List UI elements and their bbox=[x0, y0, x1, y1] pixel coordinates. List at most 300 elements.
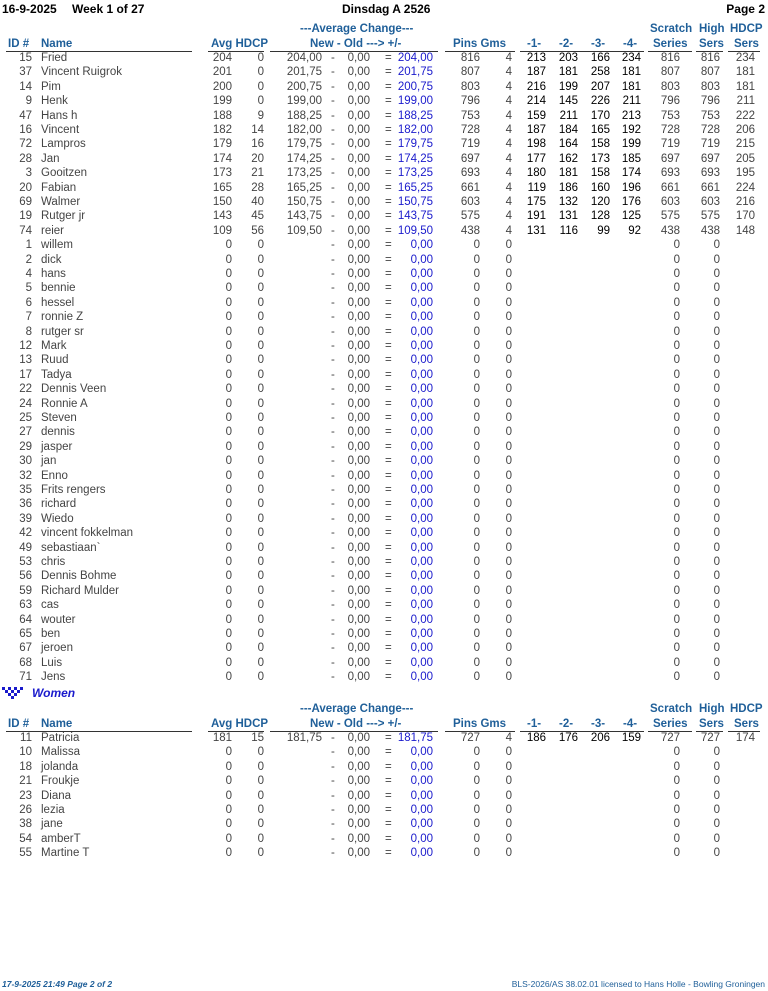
scratch-series-cell: 0 bbox=[673, 311, 680, 324]
equals-sign: = bbox=[385, 282, 392, 295]
game2-cell: 211 bbox=[559, 109, 578, 122]
new-avg-cell: 188,25 bbox=[286, 109, 322, 122]
game2-cell: 181 bbox=[558, 66, 578, 79]
hdcp-series-cell: 148 bbox=[735, 224, 755, 237]
change-cell: 0,00 bbox=[410, 599, 433, 612]
avg-cell: 0 bbox=[225, 642, 232, 655]
game1-cell: 213 bbox=[526, 52, 546, 64]
equals-sign: = bbox=[385, 397, 392, 410]
report-date: 16-9-2025 bbox=[2, 2, 57, 16]
id-cell: 17 bbox=[19, 368, 32, 381]
hdcp-series-cell: 170 bbox=[735, 210, 755, 223]
minus-sign: - bbox=[331, 789, 335, 802]
change-cell: 199,00 bbox=[397, 95, 433, 108]
games-cell: 0 bbox=[505, 656, 512, 669]
change-cell: 0,00 bbox=[410, 469, 433, 482]
avg-cell: 0 bbox=[225, 440, 232, 453]
scratch-series-cell: 0 bbox=[673, 527, 680, 540]
old-avg-cell: 0,00 bbox=[347, 512, 370, 525]
high-series-cell: 0 bbox=[713, 412, 720, 424]
avg-cell: 0 bbox=[225, 541, 232, 554]
equals-sign: = bbox=[385, 440, 392, 453]
pins-cell: 0 bbox=[473, 311, 480, 324]
hdcp-sers-header: Sers bbox=[734, 38, 759, 50]
scratch-header: Scratch bbox=[650, 703, 693, 715]
high-series-cell: 603 bbox=[700, 196, 720, 208]
old-avg-cell: 0,00 bbox=[347, 556, 370, 568]
old-avg-cell: 0,00 bbox=[347, 383, 370, 396]
high-series-cell: 0 bbox=[713, 296, 720, 309]
high-series-cell: 0 bbox=[713, 584, 720, 597]
game2-cell: 116 bbox=[559, 224, 578, 237]
minus-sign: - bbox=[331, 847, 335, 860]
equals-sign: = bbox=[385, 296, 392, 309]
footer-print-info: 17-9-2025 21:49 Page 2 of 2 bbox=[2, 979, 113, 989]
game3-cell: 207 bbox=[590, 80, 610, 93]
old-avg-cell: 0,00 bbox=[347, 832, 370, 845]
change-cell: 0,00 bbox=[410, 541, 433, 554]
equals-sign: = bbox=[385, 138, 392, 151]
name-cell: Jan bbox=[41, 152, 60, 165]
games-cell: 0 bbox=[505, 556, 512, 568]
change-cell: 0,00 bbox=[410, 484, 433, 496]
game3-cell: 158 bbox=[590, 167, 610, 180]
minus-sign: - bbox=[331, 455, 335, 468]
hdcp-cell: 0 bbox=[257, 80, 264, 93]
hdcp-series-cell: 224 bbox=[735, 181, 755, 194]
name-cell: Rutger jr bbox=[41, 210, 86, 223]
pins-cell: 0 bbox=[473, 354, 480, 367]
minus-sign: - bbox=[331, 152, 335, 165]
pins-cell: 0 bbox=[473, 570, 480, 583]
game2-cell: 164 bbox=[558, 138, 578, 151]
name-cell: Enno bbox=[41, 469, 68, 482]
pins-cell: 727 bbox=[460, 732, 480, 744]
pins-cell: 719 bbox=[460, 138, 480, 151]
games-cell: 0 bbox=[505, 599, 512, 612]
table-row bbox=[0, 526, 768, 540]
id-cell: 12 bbox=[19, 340, 32, 352]
avg-cell: 0 bbox=[225, 426, 232, 439]
table-row bbox=[0, 512, 768, 526]
equals-sign: = bbox=[385, 426, 392, 439]
games-cell: 4 bbox=[505, 210, 512, 223]
id-cell: 10 bbox=[19, 746, 32, 759]
pins-gms-header: Pins Gms bbox=[453, 718, 507, 730]
game4-cell: 192 bbox=[621, 124, 641, 136]
pins-cell: 0 bbox=[473, 455, 480, 468]
minus-sign: - bbox=[331, 484, 335, 496]
game3-header: -3- bbox=[591, 38, 606, 50]
avg-cell: 0 bbox=[225, 818, 232, 831]
equals-sign: = bbox=[385, 52, 392, 64]
pins-cell: 0 bbox=[473, 613, 480, 626]
high-series-cell: 0 bbox=[713, 498, 720, 511]
scratch-series-cell: 0 bbox=[673, 628, 680, 640]
game1-cell: 177 bbox=[526, 152, 546, 165]
games-cell: 0 bbox=[505, 541, 512, 554]
old-avg-cell: 0,00 bbox=[347, 181, 370, 194]
name-cell: lezia bbox=[41, 804, 65, 816]
minus-sign: - bbox=[331, 253, 335, 266]
hdcp-cell: 0 bbox=[257, 426, 264, 439]
equals-sign: = bbox=[385, 498, 392, 511]
games-cell: 0 bbox=[505, 311, 512, 324]
old-avg-cell: 0,00 bbox=[347, 455, 370, 468]
pins-cell: 0 bbox=[473, 412, 480, 424]
equals-sign: = bbox=[385, 210, 392, 223]
id-cell: 65 bbox=[19, 628, 32, 640]
minus-sign: - bbox=[331, 599, 335, 612]
high-series-cell: 0 bbox=[713, 383, 720, 396]
game2-cell: 145 bbox=[558, 95, 578, 108]
games-cell: 4 bbox=[505, 152, 512, 165]
equals-sign: = bbox=[385, 746, 392, 759]
minus-sign: - bbox=[331, 397, 335, 410]
minus-sign: - bbox=[331, 818, 335, 831]
pins-cell: 0 bbox=[473, 556, 480, 568]
hdcp-cell: 0 bbox=[257, 311, 264, 324]
table-row bbox=[0, 296, 768, 310]
equals-sign: = bbox=[385, 224, 392, 237]
minus-sign: - bbox=[331, 584, 335, 597]
avg-cell: 0 bbox=[225, 383, 232, 396]
avg-cell: 0 bbox=[225, 412, 232, 424]
avg-cell: 0 bbox=[225, 354, 232, 367]
games-cell: 0 bbox=[505, 775, 512, 788]
avg-cell: 0 bbox=[225, 239, 232, 252]
old-avg-cell: 0,00 bbox=[347, 527, 370, 540]
avg-cell: 0 bbox=[225, 498, 232, 511]
table-row bbox=[0, 641, 768, 655]
scratch-series-cell: 0 bbox=[673, 440, 680, 453]
game3-header: -3- bbox=[591, 718, 606, 730]
pins-cell: 0 bbox=[473, 484, 480, 496]
pins-cell: 693 bbox=[460, 167, 480, 180]
avg-cell: 0 bbox=[225, 484, 232, 496]
old-avg-cell: 0,00 bbox=[347, 80, 370, 93]
avg-cell: 0 bbox=[225, 311, 232, 324]
games-cell: 0 bbox=[505, 253, 512, 266]
old-avg-cell: 0,00 bbox=[347, 109, 370, 122]
hdcp-cell: 0 bbox=[257, 556, 264, 568]
table-row bbox=[0, 181, 768, 195]
avg-change-header: ---Average Change--- bbox=[300, 703, 414, 715]
change-cell: 0,00 bbox=[410, 584, 433, 597]
minus-sign: - bbox=[331, 196, 335, 208]
name-cell: cas bbox=[41, 599, 59, 612]
name-cell: Tadya bbox=[41, 368, 72, 381]
hdcp-cell: 0 bbox=[257, 440, 264, 453]
pins-cell: 796 bbox=[460, 95, 480, 108]
id-cell: 23 bbox=[19, 789, 32, 802]
table-row bbox=[0, 137, 768, 151]
high-series-cell: 0 bbox=[713, 239, 720, 252]
name-cell: Gooitzen bbox=[41, 167, 88, 180]
scratch-series-cell: 753 bbox=[660, 109, 680, 122]
change-cell: 0,00 bbox=[410, 789, 433, 802]
games-cell: 0 bbox=[505, 760, 512, 773]
change-cell: 181,75 bbox=[397, 732, 433, 744]
games-cell: 0 bbox=[505, 832, 512, 845]
high-series-cell: 0 bbox=[713, 789, 720, 802]
pins-cell: 0 bbox=[473, 296, 480, 309]
hdcp-cell: 0 bbox=[257, 541, 264, 554]
pins-cell: 0 bbox=[473, 775, 480, 788]
old-avg-cell: 0,00 bbox=[347, 412, 370, 424]
hdcp-cell: 0 bbox=[257, 746, 264, 759]
table-row bbox=[0, 65, 768, 79]
high-series-cell: 796 bbox=[700, 95, 720, 108]
equals-sign: = bbox=[385, 760, 392, 773]
hdcp-cell: 0 bbox=[257, 95, 264, 108]
change-cell: 0,00 bbox=[410, 671, 433, 684]
equals-sign: = bbox=[385, 832, 392, 845]
avg-cell: 173 bbox=[212, 167, 232, 180]
old-avg-cell: 0,00 bbox=[347, 775, 370, 788]
table-row bbox=[0, 832, 768, 846]
avg-cell: 200 bbox=[212, 80, 232, 93]
id-cell: 67 bbox=[19, 642, 32, 655]
table-row bbox=[0, 497, 768, 511]
pins-gms-header: Pins Gms bbox=[453, 38, 507, 50]
equals-sign: = bbox=[385, 239, 392, 252]
name-cell: reier bbox=[41, 224, 65, 237]
name-cell: Mark bbox=[41, 340, 67, 352]
game4-cell: 185 bbox=[621, 152, 641, 165]
hdcp-cell: 0 bbox=[257, 818, 264, 831]
id-cell: 68 bbox=[19, 656, 32, 669]
new-avg-cell: 201,75 bbox=[286, 66, 322, 79]
game4-cell: 211 bbox=[622, 95, 641, 108]
pins-cell: 0 bbox=[473, 628, 480, 640]
change-cell: 201,75 bbox=[397, 66, 433, 79]
table-row bbox=[0, 382, 768, 396]
game2-cell: 132 bbox=[558, 196, 578, 208]
name-cell: rutger sr bbox=[41, 325, 84, 338]
minus-sign: - bbox=[331, 224, 335, 237]
table-row bbox=[0, 656, 768, 670]
scratch-series-cell: 719 bbox=[660, 138, 680, 151]
old-avg-cell: 0,00 bbox=[347, 570, 370, 583]
hdcp-cell: 0 bbox=[257, 832, 264, 845]
equals-sign: = bbox=[385, 412, 392, 424]
games-cell: 4 bbox=[505, 80, 512, 93]
avg-cell: 0 bbox=[225, 832, 232, 845]
avg-cell: 0 bbox=[225, 804, 232, 816]
equals-sign: = bbox=[385, 383, 392, 396]
games-cell: 0 bbox=[505, 570, 512, 583]
minus-sign: - bbox=[331, 80, 335, 93]
game3-cell: 173 bbox=[590, 152, 610, 165]
hdcp-cell: 0 bbox=[257, 66, 264, 79]
change-cell: 0,00 bbox=[410, 760, 433, 773]
old-avg-cell: 0,00 bbox=[347, 239, 370, 252]
game4-cell: 199 bbox=[621, 138, 641, 151]
table-row bbox=[0, 760, 768, 774]
game4-cell: 159 bbox=[621, 732, 641, 744]
minus-sign: - bbox=[331, 512, 335, 525]
minus-sign: - bbox=[331, 282, 335, 295]
scratch-series-cell: 0 bbox=[673, 368, 680, 381]
change-cell: 0,00 bbox=[410, 296, 433, 309]
table-row bbox=[0, 803, 768, 817]
hdcp-cell: 0 bbox=[257, 498, 264, 511]
equals-sign: = bbox=[385, 818, 392, 831]
change-cell: 204,00 bbox=[397, 52, 433, 64]
change-cell: 0,00 bbox=[410, 642, 433, 655]
name-cell: Martine T bbox=[41, 847, 90, 860]
new-avg-cell: 143,75 bbox=[286, 210, 322, 223]
pins-cell: 0 bbox=[473, 239, 480, 252]
page-number: Page 2 bbox=[726, 2, 765, 16]
name-cell: Vincent bbox=[41, 124, 80, 136]
game4-cell: 125 bbox=[621, 210, 641, 223]
high-series-cell: 0 bbox=[713, 671, 720, 684]
hdcp-cell: 0 bbox=[257, 383, 264, 396]
game2-header: -2- bbox=[559, 718, 574, 730]
old-avg-cell: 0,00 bbox=[347, 52, 370, 64]
high-series-cell: 807 bbox=[700, 66, 720, 79]
game2-cell: 203 bbox=[558, 52, 578, 64]
hdcp-series-cell: 181 bbox=[735, 80, 755, 93]
scratch-series-cell: 0 bbox=[673, 412, 680, 424]
name-header: Name bbox=[41, 718, 73, 730]
old-avg-cell: 0,00 bbox=[347, 325, 370, 338]
minus-sign: - bbox=[331, 804, 335, 816]
minus-sign: - bbox=[331, 109, 335, 122]
minus-sign: - bbox=[331, 556, 335, 568]
minus-sign: - bbox=[331, 527, 335, 540]
hdcp-cell: 0 bbox=[257, 512, 264, 525]
old-avg-cell: 0,00 bbox=[347, 469, 370, 482]
change-cell: 0,00 bbox=[410, 282, 433, 295]
games-cell: 0 bbox=[505, 368, 512, 381]
equals-sign: = bbox=[385, 109, 392, 122]
change-cell: 0,00 bbox=[410, 527, 433, 540]
games-cell: 0 bbox=[505, 628, 512, 640]
pins-cell: 0 bbox=[473, 746, 480, 759]
hdcp-series-cell: 215 bbox=[735, 138, 755, 151]
change-cell: 0,00 bbox=[410, 746, 433, 759]
hdcp-cell: 0 bbox=[257, 527, 264, 540]
old-avg-cell: 0,00 bbox=[347, 138, 370, 151]
change-cell: 200,75 bbox=[397, 80, 433, 93]
id-cell: 29 bbox=[19, 440, 32, 453]
table-row bbox=[0, 94, 768, 108]
scratch-series-cell: 0 bbox=[673, 354, 680, 367]
id-cell: 9 bbox=[25, 95, 32, 108]
table-row bbox=[0, 166, 768, 180]
old-avg-cell: 0,00 bbox=[347, 196, 370, 208]
minus-sign: - bbox=[331, 296, 335, 309]
id-cell: 22 bbox=[19, 383, 32, 396]
old-avg-cell: 0,00 bbox=[347, 789, 370, 802]
sers-header: Sers bbox=[699, 718, 724, 730]
high-series-cell: 0 bbox=[713, 397, 720, 410]
id-cell: 5 bbox=[25, 282, 32, 295]
avg-cell: 0 bbox=[225, 527, 232, 540]
report-title: Dinsdag A 2526 bbox=[342, 2, 431, 16]
pins-cell: 0 bbox=[473, 440, 480, 453]
minus-sign: - bbox=[331, 210, 335, 223]
name-cell: jane bbox=[41, 818, 63, 831]
equals-sign: = bbox=[385, 340, 392, 352]
games-cell: 0 bbox=[505, 584, 512, 597]
minus-sign: - bbox=[331, 498, 335, 511]
pins-cell: 0 bbox=[473, 512, 480, 525]
games-cell: 0 bbox=[505, 671, 512, 684]
game1-cell: 198 bbox=[526, 138, 546, 151]
games-cell: 4 bbox=[505, 109, 512, 122]
pins-cell: 0 bbox=[473, 527, 480, 540]
high-header: High bbox=[699, 703, 725, 715]
equals-sign: = bbox=[385, 152, 392, 165]
table-row bbox=[0, 368, 768, 382]
pins-cell: 803 bbox=[460, 80, 480, 93]
series-header: Series bbox=[653, 38, 688, 50]
id-header: ID # bbox=[8, 718, 30, 730]
equals-sign: = bbox=[385, 181, 392, 194]
name-cell: Ruud bbox=[41, 354, 69, 367]
hdcp-cell: 14 bbox=[251, 124, 264, 136]
scratch-series-cell: 0 bbox=[673, 383, 680, 396]
equals-sign: = bbox=[385, 584, 392, 597]
scratch-series-cell: 575 bbox=[660, 210, 680, 223]
minus-sign: - bbox=[331, 368, 335, 381]
table-row bbox=[0, 541, 768, 555]
equals-sign: = bbox=[385, 311, 392, 324]
sers-header: Sers bbox=[699, 38, 724, 50]
pins-cell: 0 bbox=[473, 804, 480, 816]
hdcp-cell: 0 bbox=[257, 455, 264, 468]
avg-cell: 0 bbox=[225, 455, 232, 468]
change-cell: 0,00 bbox=[410, 832, 433, 845]
game3-cell: 170 bbox=[590, 109, 610, 122]
game4-cell: 174 bbox=[621, 167, 641, 180]
old-avg-cell: 0,00 bbox=[347, 282, 370, 295]
minus-sign: - bbox=[331, 95, 335, 108]
change-cell: 0,00 bbox=[410, 556, 433, 568]
table-row bbox=[0, 569, 768, 583]
games-cell: 0 bbox=[505, 296, 512, 309]
game2-cell: 199 bbox=[558, 80, 578, 93]
minus-sign: - bbox=[331, 239, 335, 252]
name-cell: amberT bbox=[41, 832, 81, 845]
scratch-series-cell: 0 bbox=[673, 426, 680, 439]
games-cell: 0 bbox=[505, 239, 512, 252]
scratch-series-cell: 0 bbox=[673, 775, 680, 788]
pins-cell: 697 bbox=[460, 152, 480, 165]
minus-sign: - bbox=[331, 541, 335, 554]
avg-cell: 0 bbox=[225, 570, 232, 583]
scratch-series-cell: 661 bbox=[660, 181, 680, 194]
high-series-cell: 816 bbox=[700, 52, 720, 64]
hdcp-cell: 0 bbox=[257, 397, 264, 410]
equals-sign: = bbox=[385, 541, 392, 554]
game4-cell: 181 bbox=[621, 66, 641, 79]
game3-cell: 160 bbox=[590, 181, 610, 194]
change-cell: 0,00 bbox=[410, 818, 433, 831]
avg-cell: 182 bbox=[212, 124, 232, 136]
series-header: Series bbox=[653, 718, 688, 730]
scratch-series-cell: 0 bbox=[673, 239, 680, 252]
game2-cell: 181 bbox=[558, 167, 578, 180]
change-cell: 0,00 bbox=[410, 656, 433, 669]
id-cell: 1 bbox=[25, 239, 32, 252]
pins-cell: 603 bbox=[460, 196, 480, 208]
id-cell: 38 bbox=[19, 818, 32, 831]
